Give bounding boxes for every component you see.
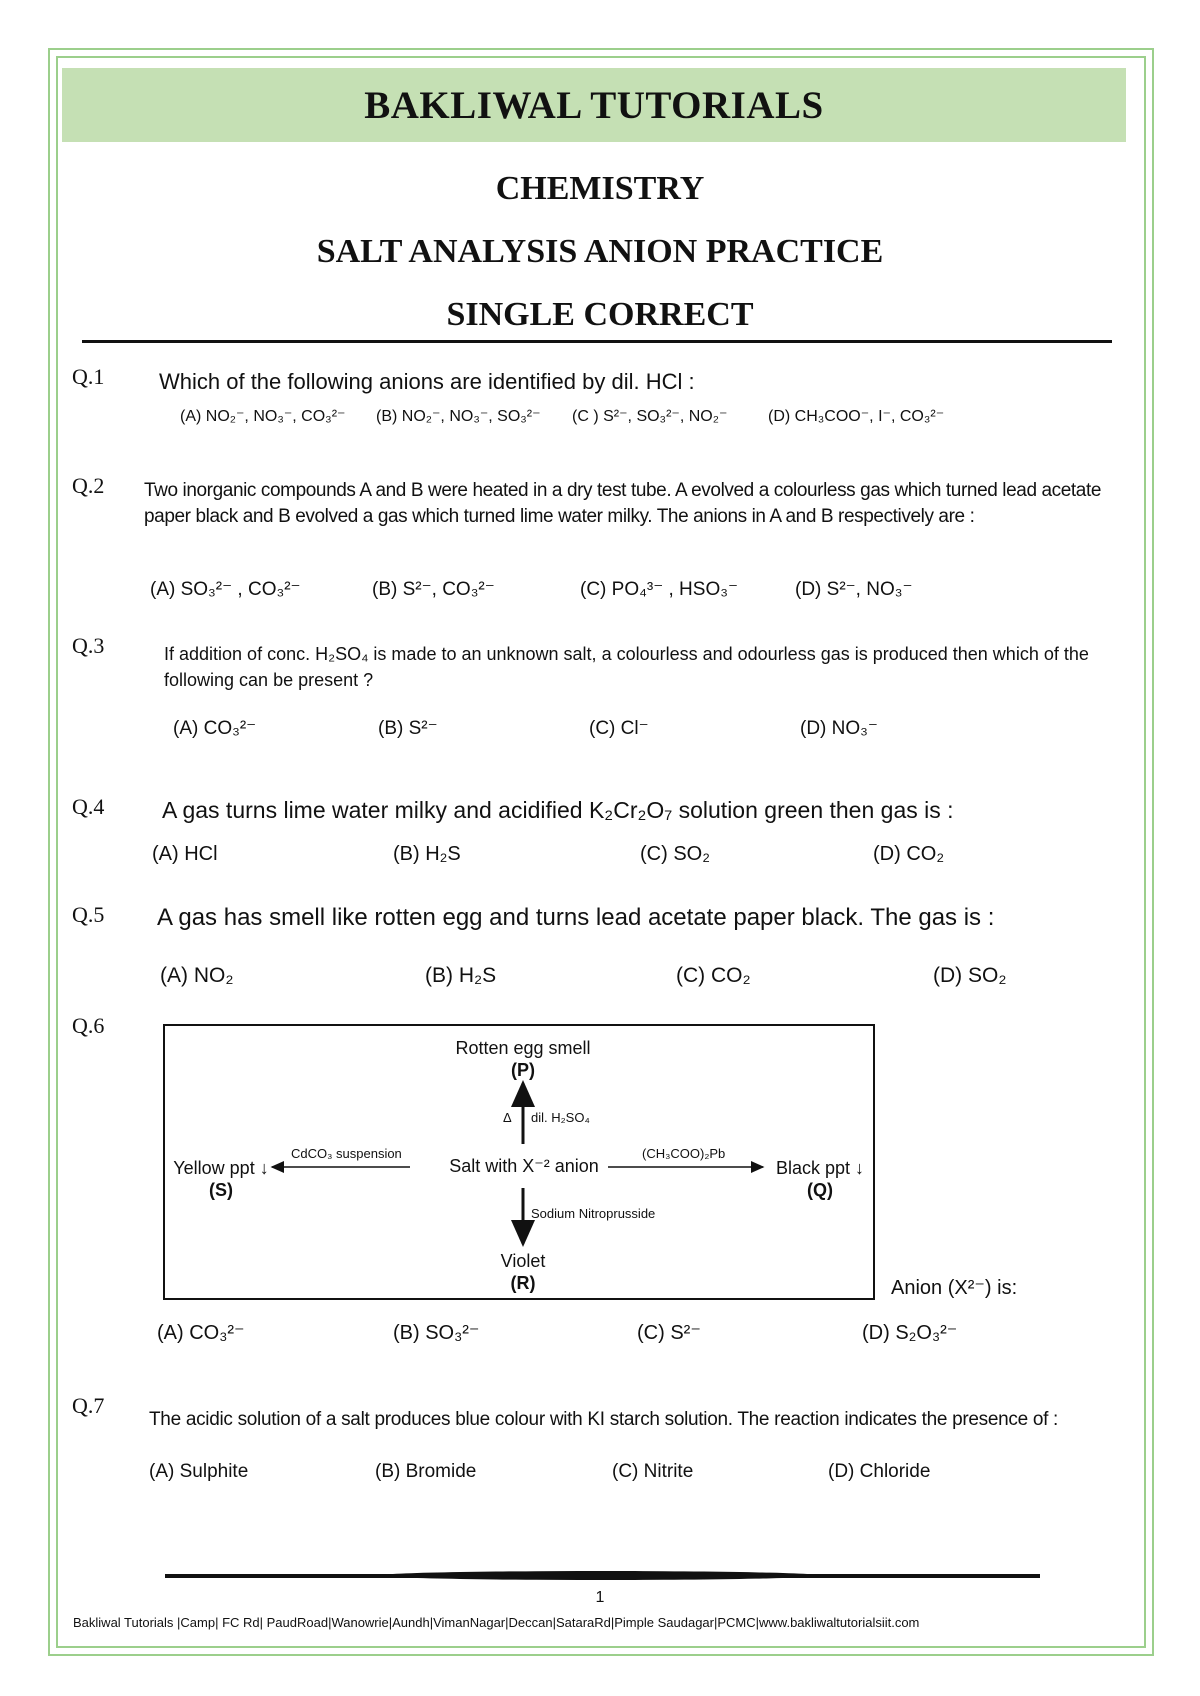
question-text: Two inorganic compounds A and B were heated in a dry test tube. A evolved a colourless gas which turned lead acetate paper black and B evolved a gas which turned lime water milky. The anions in A and B respectively are : bbox=[144, 480, 1102, 527]
question-number: Q.2 bbox=[72, 473, 105, 498]
option-a: (A) CO₃²⁻ bbox=[173, 718, 257, 739]
top-product-label: Rotten egg smell bbox=[455, 1038, 591, 1058]
heat-symbol: Δ bbox=[503, 1110, 512, 1125]
option-a: (A) CO₃²⁻ bbox=[157, 1322, 245, 1344]
question-number: Q.5 bbox=[72, 902, 105, 927]
question-text: If addition of conc. H₂SO₄ is made to an unknown salt, a colourless and odourless gas is produced then which of the following can be present ? bbox=[164, 644, 1089, 690]
header-banner bbox=[62, 68, 1126, 142]
question-text: The acidic solution of a salt produces blue colour with KI starch solution. The reaction indicates the presence of : bbox=[149, 1409, 1059, 1430]
option-b: (B) Bromide bbox=[375, 1461, 477, 1482]
option-b: (B) S²⁻, CO₃²⁻ bbox=[372, 579, 495, 600]
institute-name: BAKLIWAL TUTORIALS bbox=[364, 83, 824, 127]
option-c: (C) PO₄³⁻ , HSO₃⁻ bbox=[580, 579, 738, 600]
option-d: (D) NO₃⁻ bbox=[800, 718, 878, 739]
option-d: (D) Chloride bbox=[828, 1461, 931, 1482]
option-a: (A) HCl bbox=[152, 843, 218, 865]
option-a: (A) NO₂⁻, NO₃⁻, CO₃²⁻ bbox=[180, 408, 346, 425]
option-d: (D) CO₂ bbox=[873, 843, 945, 865]
central-salt-label: Salt with X⁻² anion bbox=[449, 1156, 599, 1176]
option-d: (D) SO₂ bbox=[933, 964, 1007, 987]
footer-divider-accent bbox=[380, 1571, 820, 1580]
right-reagent: (CH₃COO)₂Pb bbox=[642, 1146, 726, 1161]
header-divider bbox=[82, 340, 1112, 343]
left-product-tag: (S) bbox=[209, 1180, 233, 1200]
question-number: Q.4 bbox=[72, 794, 105, 819]
question-type-title: SINGLE CORRECT bbox=[446, 296, 754, 333]
option-c: (C ) S²⁻, SO₃²⁻, NO₂⁻ bbox=[572, 408, 728, 425]
right-product-tag: (Q) bbox=[807, 1180, 833, 1200]
topic-title: SALT ANALYSIS ANION PRACTICE bbox=[316, 233, 884, 270]
option-b: (B) H₂S bbox=[393, 843, 461, 865]
question-number: Q.1 bbox=[72, 364, 105, 389]
question-text: A gas turns lime water milky and acidified K₂Cr₂O₇ solution green then gas is : bbox=[162, 797, 954, 823]
page-number: 1 bbox=[595, 1589, 605, 1606]
option-d: (D) CH₃COO⁻, I⁻, CO₃²⁻ bbox=[768, 408, 945, 425]
option-c: (C) Nitrite bbox=[612, 1461, 694, 1482]
subject-title: CHEMISTRY bbox=[495, 170, 705, 207]
option-d: (D) S²⁻, NO₃⁻ bbox=[795, 579, 913, 600]
top-product-tag: (P) bbox=[511, 1060, 535, 1080]
question-number: Q.7 bbox=[72, 1393, 105, 1418]
bottom-product-tag: (R) bbox=[510, 1273, 536, 1293]
option-c: (C) SO₂ bbox=[640, 843, 710, 865]
footer-branches: Bakliwal Tutorials |Camp| FC Rd| PaudRoad|Wanowrie|Aundh|VimanNagar|Deccan|SataraRd|Pimple Saudagar|PCMC|www.bakliwaltutorialsiit.com bbox=[73, 1615, 920, 1630]
option-c: (C) Cl⁻ bbox=[589, 718, 649, 739]
question-number: Q.3 bbox=[72, 633, 105, 658]
question-text: Anion (X²⁻) is: bbox=[891, 1277, 1018, 1299]
bottom-reagent: Sodium Nitroprusside bbox=[531, 1206, 656, 1221]
question-number: Q.6 bbox=[72, 1013, 105, 1038]
option-c: (C) CO₂ bbox=[676, 964, 751, 987]
right-product-label: Black ppt ↓ bbox=[775, 1158, 865, 1178]
option-b: (B) S²⁻ bbox=[378, 718, 438, 739]
option-d: (D) S₂O₃²⁻ bbox=[862, 1322, 958, 1344]
option-b: (B) H₂S bbox=[425, 964, 497, 987]
question-text: Which of the following anions are identified by dil. HCl : bbox=[159, 369, 695, 394]
top-reagent: dil. H₂SO₄ bbox=[531, 1110, 590, 1125]
option-b: (B) SO₃²⁻ bbox=[393, 1322, 480, 1344]
bottom-product-label: Violet bbox=[500, 1251, 546, 1271]
question-text: A gas has smell like rotten egg and turns lead acetate paper black. The gas is : bbox=[157, 904, 995, 931]
left-reagent: CdCO₃ suspension bbox=[291, 1146, 402, 1161]
option-a: (A) SO₃²⁻ , CO₃²⁻ bbox=[150, 579, 301, 600]
option-c: (C) S²⁻ bbox=[637, 1322, 701, 1344]
option-a: (A) Sulphite bbox=[149, 1461, 249, 1482]
option-a: (A) NO₂ bbox=[160, 964, 234, 987]
reaction-flow-diagram bbox=[163, 1024, 875, 1300]
option-b: (B) NO₂⁻, NO₃⁻, SO₃²⁻ bbox=[376, 408, 541, 425]
left-product-label: Yellow ppt ↓ bbox=[173, 1158, 269, 1178]
